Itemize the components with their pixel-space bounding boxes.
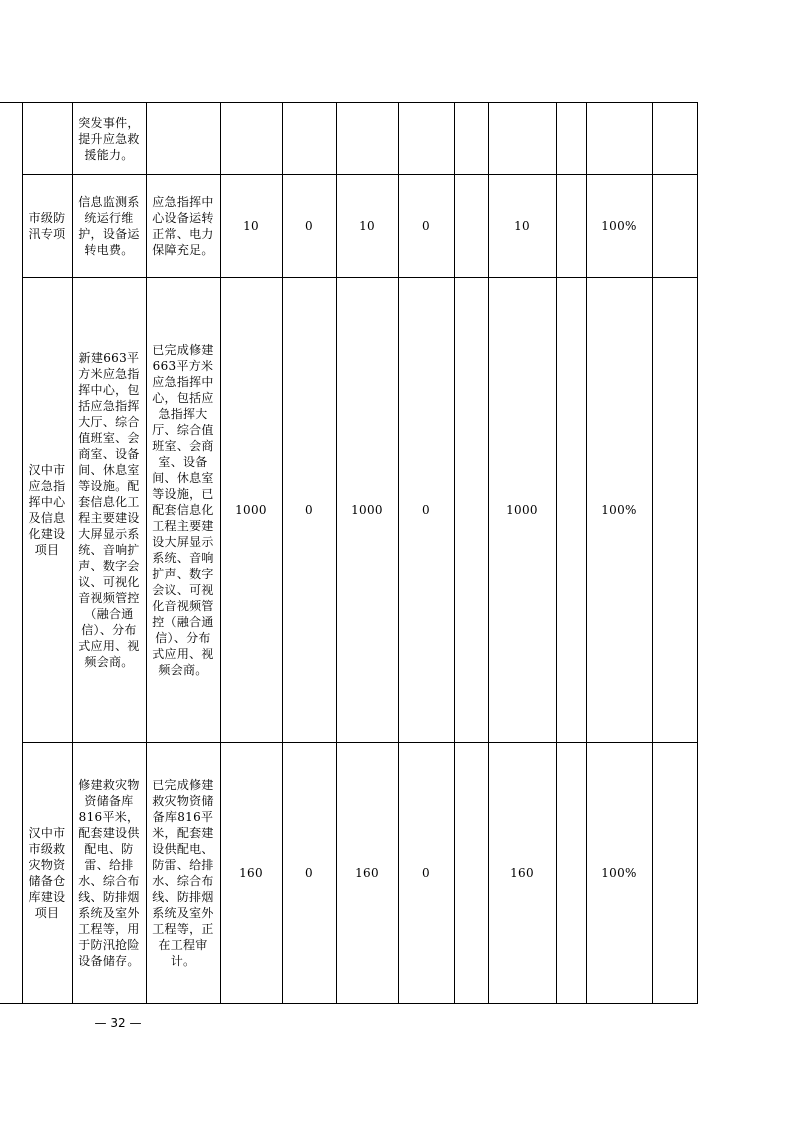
value-cell: 10	[488, 175, 556, 278]
page-number: — 32 —	[94, 1016, 142, 1030]
value-cell: 160	[220, 743, 282, 1004]
value-cell: 10	[220, 175, 282, 278]
value-cell: 100%	[586, 278, 652, 743]
value-cell	[454, 175, 488, 278]
project-content-cell: 修建救灾物资储备库816平米，配套建设供配电、防雷、给排水、综合布线、防排烟系统及室外工程等，用于防汛抢险设备储存。	[72, 743, 146, 1004]
value-cell: 160	[336, 743, 398, 1004]
table-row	[0, 175, 697, 278]
table-row	[0, 278, 697, 743]
value-cell	[220, 103, 282, 175]
value-cell: 0	[398, 743, 454, 1004]
project-name-cell: 市级防汛专项	[22, 175, 72, 278]
value-cell: 0	[282, 743, 336, 1004]
project-name-cell	[22, 103, 72, 175]
table-row	[0, 103, 697, 175]
value-cell	[454, 743, 488, 1004]
value-cell	[556, 175, 586, 278]
value-cell	[488, 103, 556, 175]
value-cell	[556, 103, 586, 175]
project-result-cell: 已完成修建663平方米应急指挥中心，包括应急指挥大厅、综合值班室、会商室、设备间、休息室等设施，已配套信息化工程主要建设大屏显示系统、音响扩声、数字会议、可视化音视频管控（融合通信）、分布式应用、视频会商。	[146, 278, 220, 743]
value-cell: 0	[398, 278, 454, 743]
value-cell: 1000	[336, 278, 398, 743]
value-cell	[652, 175, 697, 278]
value-cell	[652, 743, 697, 1004]
value-cell	[556, 743, 586, 1004]
category-cell	[0, 103, 22, 1004]
project-name-cell: 汉中市市级救灾物资储备仓库建设项目	[22, 743, 72, 1004]
value-cell: 100%	[586, 743, 652, 1004]
project-result-cell: 已完成修建救灾物资储备库816平米，配套建设供配电、防雷、给排水、综合布线、防排烟系统及室外工程等，正在工程审计。	[146, 743, 220, 1004]
value-cell: 0	[398, 175, 454, 278]
value-cell: 10	[336, 175, 398, 278]
project-content-cell: 突发事件，提升应急救援能力。	[72, 103, 146, 175]
value-cell: 0	[282, 175, 336, 278]
value-cell	[586, 103, 652, 175]
value-cell	[398, 103, 454, 175]
table-row	[0, 743, 697, 1004]
value-cell	[652, 278, 697, 743]
value-cell	[652, 103, 697, 175]
value-cell	[556, 278, 586, 743]
project-content-cell: 新建663平方米应急指挥中心，包括应急指挥大厅、综合值班室、会商室、设备间、休息室等设施。配套信息化工程主要建设大屏显示系统、音响扩声、数字会议、可视化音视频管控（融合通信）、分布式应用、视频会商。	[72, 278, 146, 743]
value-cell	[336, 103, 398, 175]
performance-table	[0, 102, 698, 1004]
value-cell	[454, 103, 488, 175]
value-cell	[282, 103, 336, 175]
value-cell: 0	[282, 278, 336, 743]
value-cell: 1000	[220, 278, 282, 743]
project-result-cell	[146, 103, 220, 175]
project-result-cell: 应急指挥中心设备运转正常、电力保障充足。	[146, 175, 220, 278]
project-content-cell: 信息监测系统运行维护，设备运转电费。	[72, 175, 146, 278]
value-cell: 160	[488, 743, 556, 1004]
project-name-cell: 汉中市应急指挥中心及信息化建设项目	[22, 278, 72, 743]
value-cell	[454, 278, 488, 743]
value-cell: 1000	[488, 278, 556, 743]
value-cell: 100%	[586, 175, 652, 278]
